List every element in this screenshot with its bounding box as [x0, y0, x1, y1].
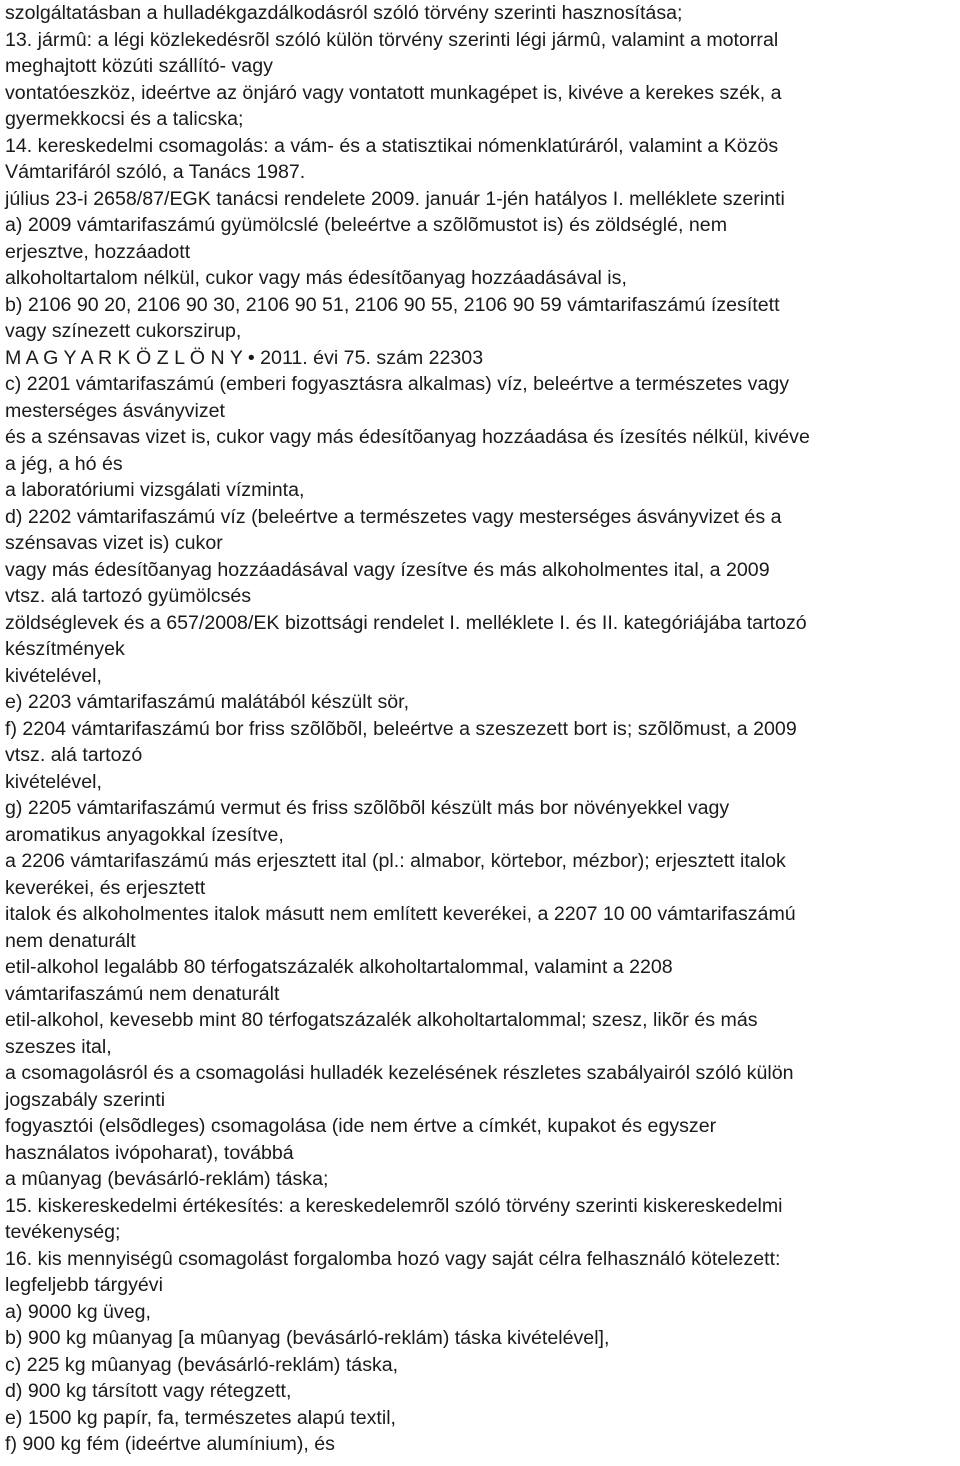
text-line: 14. kereskedelmi csomagolás: a vám- és a statisztikai nómenklatúráról, valamint a Közös [5, 134, 779, 157]
text-line: vtsz. alá tartozó gyümölcsés [5, 585, 252, 607]
text-line: meghajtott közúti szállító- vagy [5, 55, 273, 77]
text-line: d) 2202 vámtarifaszámú víz (beleértve a természetes vagy mesterséges ásványvizet és a [5, 505, 782, 528]
text-line: f) 2204 vámtarifaszámú bor friss szõlõbõl, beleértve a szeszezett bort is; szõlõmust, a 2009 [5, 717, 797, 740]
text-line: legfeljebb tárgyévi [5, 1274, 163, 1296]
text-line: aromatikus anyagokkal ízesítve, [5, 823, 284, 846]
text-line: d) 900 kg társított vagy rétegzett, [5, 1380, 292, 1402]
text-line: tevékenység; [5, 1221, 121, 1243]
text-line: a jég, a hó és [5, 452, 123, 475]
running-header-line: M A G Y A R K Ö Z L Ö N Y • 2011. évi 75. szám 22303 [5, 346, 484, 369]
text-line: fogyasztói (elsõdleges) csomagolása (ide nem értve a címkét, kupakot és egyszer [5, 1115, 717, 1137]
text-line: g) 2205 vámtarifaszámú vermut és friss szõlõbõl készült más bor növényekkel vagy [5, 797, 730, 819]
text-line: szeszes ital, [5, 1035, 112, 1058]
text-line: szolgáltatásban a hulladékgazdálkodásról szóló törvény szerinti hasznosítása; [5, 2, 683, 24]
text-line: használatos ivópoharat), továbbá [5, 1141, 294, 1164]
text-line: erjesztve, hozzáadott [5, 240, 191, 263]
text-line: kivételével, [5, 664, 102, 687]
text-line: 16. kis mennyiségû csomagolást forgalomba hozó vagy saját célra felhasználó kötelezett: [5, 1247, 781, 1270]
text-line: keverékei, és erjesztett [5, 876, 206, 899]
text-line: mesterséges ásványvizet [5, 399, 225, 422]
text-line: 15. kiskereskedelmi értékesítés: a kereskedelemrõl szóló törvény szerinti kiskereskedelmi [5, 1194, 783, 1217]
text-line: italok és alkoholmentes italok másutt nem említett keverékei, a 2207 10 00 vámtarifaszámú [5, 903, 796, 925]
text-line: vámtarifaszámú nem denaturált [5, 982, 280, 1005]
text-line: a) 9000 kg üveg, [5, 1300, 151, 1323]
text-line: vagy más édesítõanyag hozzáadásával vagy ízesítve és más alkoholmentes ital, a 2009 [5, 558, 770, 581]
text-line: a mûanyag (bevásárló-reklám) táska; [5, 1168, 329, 1190]
text-line: vagy színezett cukorszirup, [5, 320, 242, 342]
text-line: c) 2201 vámtarifaszámú (emberi fogyasztásra alkalmas) víz, beleértve a természetes vagy [5, 373, 790, 395]
text-line: vtsz. alá tartozó [5, 744, 143, 766]
text-line: b) 2106 90 20, 2106 90 30, 2106 90 51, 2106 90 55, 2106 90 59 vámtarifaszámú ízesített [5, 293, 780, 316]
text-line: vontatóeszköz, ideértve az önjáró vagy vontatott munkagépet is, kivéve a kerekes szék, a [5, 81, 782, 104]
text-line: etil-alkohol legalább 80 térfogatszázalék alkoholtartalommal, valamint a 2208 [5, 956, 673, 978]
text-line: és a szénsavas vizet is, cukor vagy más édesítõanyag hozzáadása és ízesítés nélkül, kivéve [5, 426, 810, 448]
text-line: a) 2009 vámtarifaszámú gyümölcslé (beleértve a szõlõmustot is) és zöldséglé, nem [5, 214, 728, 236]
text-line: etil-alkohol, kevesebb mint 80 térfogatszázalék alkoholtartalommal; szesz, likõr és más [5, 1009, 758, 1031]
text-line: Vámtarifáról szóló, a Tanács 1987. [5, 161, 306, 183]
text-line: nem denaturált [5, 929, 136, 952]
text-line: e) 2203 vámtarifaszámú malátából készült sör, [5, 691, 410, 713]
text-line: e) 1500 kg papír, fa, természetes alapú textil, [5, 1406, 397, 1429]
text-line: gyermekkocsi és a talicska; [5, 108, 244, 130]
text-line: kivételével, [5, 770, 102, 793]
document-page [5, 0, 955, 1458]
text-line: f) 900 kg fém (ideértve alumínium), és [5, 1433, 335, 1455]
text-line: szénsavas vizet is) cukor [5, 532, 223, 554]
text-line: a 2206 vámtarifaszámú más erjesztett ital (pl.: almabor, körtebor, mézbor); erjesztett italok [5, 850, 786, 872]
text-line: készítmények [5, 638, 125, 660]
text-line: a laboratóriumi vizsgálati vízminta, [5, 479, 305, 501]
text-line: b) 900 kg mûanyag [a mûanyag (bevásárló-reklám) táska kivételével], [5, 1327, 610, 1349]
text-line: 13. jármû: a légi közlekedésrõl szóló külön törvény szerinti légi jármû, valamint a motorral [5, 28, 779, 51]
text-line: jogszabály szerinti [5, 1088, 166, 1111]
text-line: július 23-i 2658/87/EGK tanácsi rendelete 2009. január 1-jén hatályos I. melléklete szerinti [5, 187, 785, 210]
text-line: a csomagolásról és a csomagolási hulladék kezelésének részletes szabályairól szóló külön [5, 1062, 794, 1084]
text-line: alkoholtartalom nélkül, cukor vagy más édesítõanyag hozzáadásával is, [5, 267, 627, 289]
text-line: zöldséglevek és a 657/2008/EK bizottsági rendelet I. melléklete I. és II. kategóriájába tartozó [5, 611, 807, 634]
text-line: c) 225 kg mûanyag (bevásárló-reklám) táska, [5, 1353, 399, 1376]
